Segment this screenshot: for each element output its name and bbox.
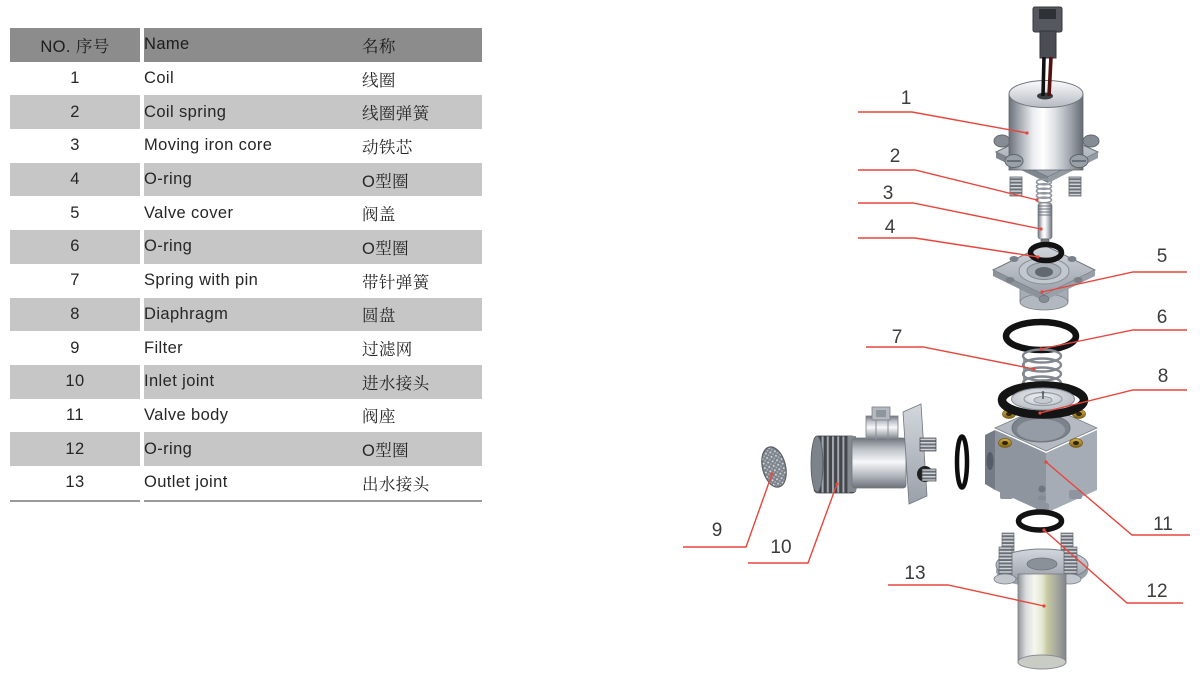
table-row bbox=[10, 230, 482, 264]
leader-line-9 bbox=[683, 474, 772, 547]
cell-name: Valve cover bbox=[144, 203, 234, 222]
coil bbox=[994, 7, 1099, 196]
callout-10: 10 bbox=[770, 537, 792, 558]
inlet-flange bbox=[903, 404, 927, 504]
cell-no: 1 bbox=[10, 62, 142, 96]
table-row bbox=[10, 298, 482, 332]
col-header-cn: 名称 bbox=[362, 37, 396, 56]
callout-2: 2 bbox=[889, 146, 901, 167]
table-row bbox=[10, 163, 482, 197]
body-side-port bbox=[987, 452, 994, 470]
cell-no: 13 bbox=[10, 466, 142, 501]
col-header-name: Name bbox=[144, 35, 190, 54]
inlet-o-ring bbox=[957, 437, 967, 488]
cell-cn: O型圈 bbox=[362, 172, 410, 191]
cell-cn: 阀座 bbox=[362, 408, 396, 427]
o-ring-cover bbox=[1006, 322, 1076, 350]
cover-front-divot bbox=[1039, 296, 1049, 303]
cell-no: 11 bbox=[10, 399, 142, 433]
table-row bbox=[10, 399, 482, 433]
cell-name: Moving iron core bbox=[144, 136, 273, 155]
moving-iron-core bbox=[1038, 203, 1052, 246]
cell-name: Filter bbox=[144, 338, 184, 357]
callout-5: 5 bbox=[1156, 246, 1168, 267]
inlet-bolt bbox=[920, 438, 936, 451]
cell-cn: 阀盖 bbox=[362, 206, 396, 225]
valve-body bbox=[985, 405, 1097, 513]
coil-flange-tab bbox=[1083, 135, 1099, 147]
body-front-hole bbox=[1039, 486, 1046, 493]
mounting-stud bbox=[1069, 177, 1081, 196]
wire-red bbox=[1049, 57, 1051, 96]
cell-cn: 动铁芯 bbox=[362, 138, 413, 157]
brass-insert bbox=[1070, 439, 1083, 448]
cell-name: Coil bbox=[144, 69, 175, 88]
connector-plug bbox=[1033, 7, 1062, 58]
table-row bbox=[10, 432, 482, 466]
leader-line-10 bbox=[748, 484, 837, 563]
leader-line-7 bbox=[866, 347, 1034, 369]
callout-13: 13 bbox=[904, 563, 926, 584]
body-foot bbox=[1000, 490, 1013, 499]
inlet-bolt bbox=[922, 469, 936, 481]
cell-no: 6 bbox=[10, 230, 142, 264]
cell-name: Valve body bbox=[144, 405, 229, 424]
wire-black bbox=[1043, 57, 1044, 96]
leader-line-1 bbox=[858, 112, 1027, 133]
cell-no: 8 bbox=[10, 298, 142, 332]
table-row bbox=[10, 129, 482, 163]
cell-no: 4 bbox=[10, 163, 142, 197]
table-row bbox=[10, 62, 482, 96]
cover-hole bbox=[1074, 277, 1083, 283]
cell-name: Diaphragm bbox=[144, 304, 229, 323]
cell-cn: 线圈 bbox=[362, 71, 396, 90]
table-header-row bbox=[10, 28, 482, 62]
diaphragm bbox=[1002, 386, 1084, 415]
cell-no: 2 bbox=[10, 95, 142, 129]
cover-hole bbox=[1010, 256, 1019, 262]
o-ring-lower bbox=[1019, 512, 1062, 530]
cell-cn: 进水接头 bbox=[362, 374, 430, 393]
leader-line-4 bbox=[858, 238, 1038, 257]
callout-1: 1 bbox=[900, 88, 912, 109]
table-row bbox=[10, 365, 482, 399]
cell-name: Spring with pin bbox=[144, 271, 259, 290]
cell-no: 3 bbox=[10, 129, 142, 163]
callout-11: 11 bbox=[1153, 514, 1173, 535]
parts-table bbox=[10, 28, 482, 502]
callout-6: 6 bbox=[1156, 307, 1168, 328]
cell-cn: 带针弹簧 bbox=[362, 273, 430, 292]
cell-cn: O型圈 bbox=[362, 239, 410, 258]
coil-spring bbox=[1037, 179, 1052, 203]
brass-insert bbox=[999, 439, 1012, 448]
cell-cn: 出水接头 bbox=[362, 466, 482, 501]
cell-no: 7 bbox=[10, 264, 142, 298]
table-row bbox=[10, 264, 482, 298]
cell-no: 5 bbox=[10, 196, 142, 230]
outlet-flange-hole bbox=[1027, 558, 1057, 570]
cell-name: O-ring bbox=[144, 170, 193, 189]
valve-cover bbox=[993, 245, 1095, 310]
callout-3: 3 bbox=[882, 183, 894, 204]
callout-8: 8 bbox=[1157, 366, 1169, 387]
cell-cn: O型圈 bbox=[362, 442, 410, 461]
coil-flange-tab bbox=[994, 135, 1010, 147]
table-row bbox=[10, 95, 482, 129]
inlet-body bbox=[852, 438, 906, 488]
cell-cn: 线圈弹簧 bbox=[362, 105, 430, 124]
cell-name: O-ring bbox=[144, 237, 193, 256]
cell-cn: 圆盘 bbox=[362, 307, 396, 326]
callout-12: 12 bbox=[1146, 581, 1168, 602]
cell-no: 9 bbox=[10, 331, 142, 365]
cover-hole bbox=[1068, 256, 1077, 262]
cell-name: Outlet joint bbox=[142, 466, 362, 501]
cell-no: 12 bbox=[10, 432, 142, 466]
cell-name: Inlet joint bbox=[144, 372, 215, 391]
table-row bbox=[10, 196, 482, 230]
cell-no: 10 bbox=[10, 365, 142, 399]
callout-9: 9 bbox=[711, 520, 723, 541]
cell-name: O-ring bbox=[144, 439, 193, 458]
filter bbox=[758, 444, 790, 489]
callout-7: 7 bbox=[891, 327, 903, 348]
outlet-joint bbox=[994, 533, 1088, 669]
cell-cn: 过滤网 bbox=[362, 341, 413, 360]
outlet-cylinder bbox=[1018, 574, 1066, 662]
inlet-joint bbox=[811, 404, 967, 504]
col-header-no: NO. 序号 bbox=[10, 28, 142, 62]
table-row bbox=[10, 466, 482, 501]
table-row bbox=[10, 331, 482, 365]
cover-hole bbox=[1006, 277, 1015, 283]
callout-4: 4 bbox=[884, 217, 896, 238]
cell-name: Coil spring bbox=[144, 102, 227, 121]
callouts bbox=[683, 88, 1190, 608]
